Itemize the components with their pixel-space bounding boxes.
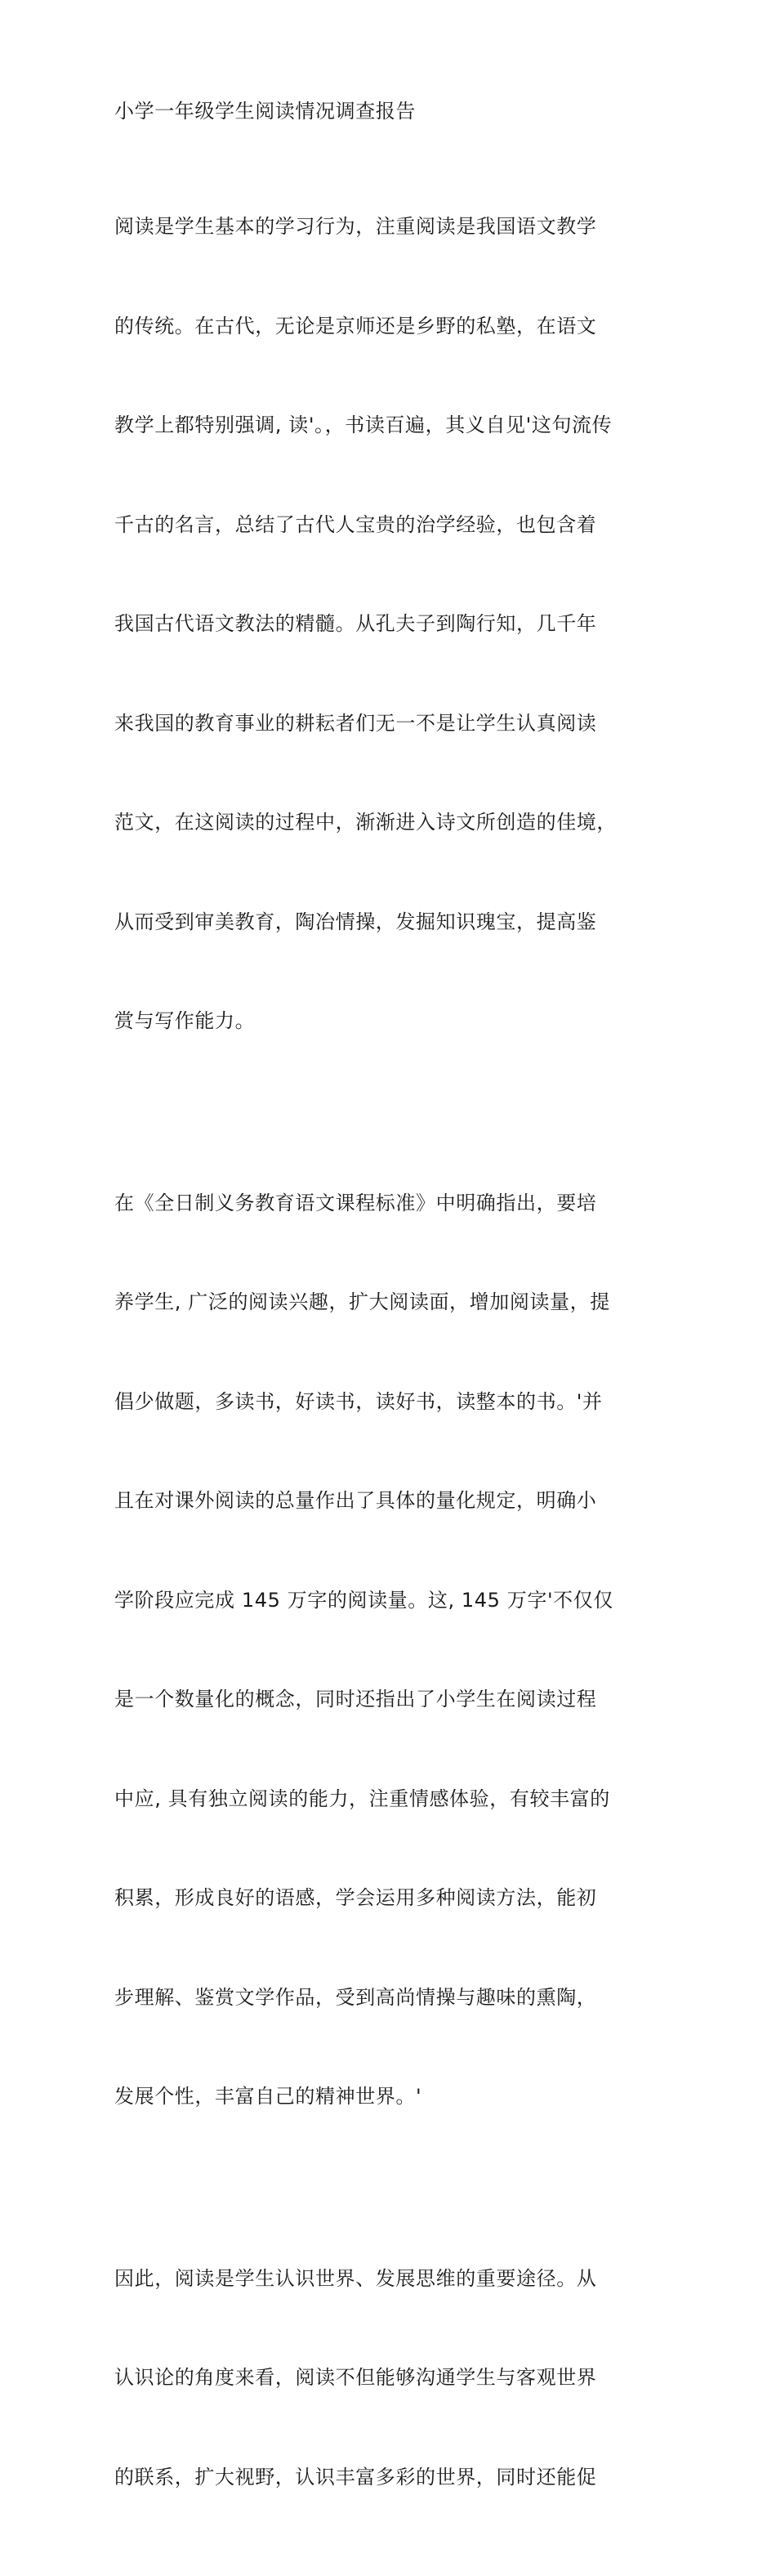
paragraph-line: 赏与写作能力。 bbox=[114, 1009, 256, 1032]
paragraph-line: 我国古代语文教法的精髓。从孔夫子到陶行知，几千年 bbox=[114, 612, 597, 635]
document-title: 小学一年级学生阅读情况调查报告 bbox=[114, 100, 416, 123]
paragraph-3 bbox=[114, 2196, 662, 2560]
document-body bbox=[114, 95, 662, 2576]
paragraph-line: 的传统。在古代，无论是京师还是乡野的私塾，在语文 bbox=[114, 314, 597, 338]
paragraph-line: 的联系，扩大视野，认识丰富多彩的世界，同时还能促 bbox=[114, 2465, 597, 2489]
paragraph-line: 因此，阅读是学生认识世界、发展思维的重要途径。从 bbox=[114, 2266, 597, 2290]
paragraph-line: 教学上都特别强调, 读'。，书读百遍，其义自见'这句流传 bbox=[114, 414, 613, 436]
paragraph-line: 范文，在这阅读的过程中，渐渐进入诗文所创造的佳境， bbox=[114, 811, 617, 834]
paragraph-line: 积累，形成良好的语感，学会运用多种阅读方法，能初 bbox=[114, 1886, 597, 1909]
paragraph-line: 是一个数量化的概念，同时还指出了小学生在阅读过程 bbox=[114, 1688, 597, 1711]
paragraph-line: 阅读是学生基本的学习行为，注重阅读是我国语文教学 bbox=[114, 215, 597, 238]
paragraph-2 bbox=[114, 1120, 662, 2180]
paragraph-line: 从而受到审美教育，陶冶情操，发掘知识瑰宝，提高鉴 bbox=[114, 910, 597, 933]
paragraph-line: 步理解、鉴赏文学作品，受到高尚情操与趣味的熏陶， bbox=[114, 1985, 597, 2009]
paragraph-line: 来我国的教育事业的耕耘者们无一不是让学生认真阅读 bbox=[114, 711, 597, 735]
paragraph-line: 学阶段应完成 145 万字的阅读量。这, 145 万字'不仅仅 bbox=[114, 1588, 613, 1612]
paragraph-line: 倡少做题，多读书，好读书，读好书，读整本的书。'并 bbox=[114, 1389, 603, 1413]
paragraph-line: 认识论的角度来看，阅读不但能够沟通学生与客观世界 bbox=[114, 2366, 597, 2389]
paragraph-line: 千古的名言，总结了古代人宝贵的治学经验，也包含着 bbox=[114, 512, 597, 536]
paragraph-line: 中应, 具有独立阅读的能力，注重情感体验，有较丰富的 bbox=[114, 1787, 610, 1810]
paragraph-line: 发展个性，丰富自己的精神世界。' bbox=[114, 2085, 422, 2108]
paragraph-1 bbox=[114, 144, 662, 1104]
paragraph-line: 养学生, 广泛的阅读兴趣，扩大阅读面，增加阅读量，提 bbox=[114, 1290, 610, 1313]
paragraph-line: 在《全日制义务教育语文课程标准》中明确指出，要培 bbox=[114, 1191, 597, 1214]
paragraph-line: 且在对课外阅读的总量作出了具体的量化规定，明确小 bbox=[114, 1489, 597, 1512]
